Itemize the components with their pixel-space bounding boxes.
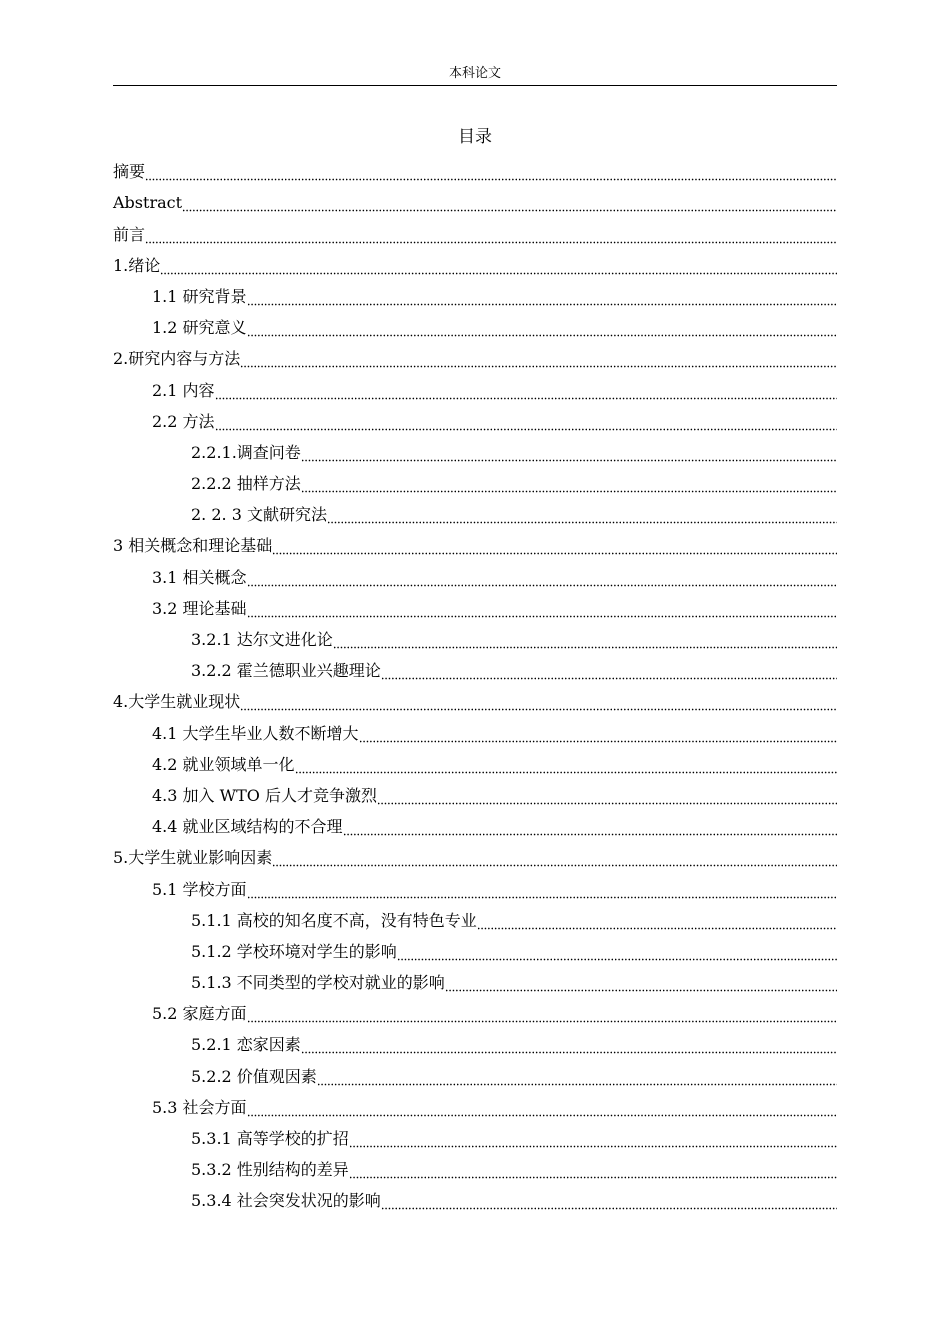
toc-entry[interactable]	[113, 1028, 837, 1059]
toc-entry[interactable]	[113, 748, 837, 779]
toc-entry-label: 5.2.2 价值观因素	[191, 1066, 317, 1086]
toc-entry[interactable]	[113, 1153, 837, 1184]
toc-entry[interactable]	[113, 280, 837, 311]
toc-entry[interactable]	[113, 373, 837, 404]
toc-dot-leader	[397, 941, 837, 963]
toc-entry[interactable]	[113, 560, 837, 591]
toc-dot-leader	[377, 785, 837, 807]
toc-entry-label: 4.2 就业领域单一化	[152, 754, 295, 774]
toc-entry-label: Abstract	[113, 193, 183, 213]
toc-dot-leader	[272, 535, 837, 557]
toc-entry-label: 3 相关概念和理论基础	[113, 536, 273, 556]
toc-entry-label: 4.大学生就业现状	[113, 692, 241, 712]
toc-dot-leader	[349, 1128, 837, 1150]
toc-entry[interactable]	[113, 872, 837, 903]
toc-entry-label: 2. 2. 3 文献研究法	[191, 505, 327, 525]
toc-entry[interactable]	[113, 1184, 837, 1215]
toc-entry[interactable]	[113, 249, 837, 280]
toc-dot-leader	[247, 567, 837, 589]
toc-entry-label: 3.2.1 达尔文进化论	[191, 630, 333, 649]
toc-title: 目录	[458, 127, 492, 147]
toc-dot-leader	[343, 816, 837, 838]
toc-entry-label: 5.2.1 恋家因素	[191, 1035, 301, 1055]
toc-dot-leader	[215, 380, 837, 402]
toc-entry-label: 5.1.2 学校环境对学生的影响	[191, 941, 397, 961]
toc-entry-label: 4.3 加入 WTO 后人才竞争激烈	[152, 785, 377, 805]
toc-entry-label: 1.绪论	[113, 255, 161, 275]
toc-entry[interactable]	[113, 311, 837, 342]
toc-entry[interactable]	[113, 529, 837, 560]
toc-dot-leader	[333, 629, 837, 651]
toc-entry[interactable]	[113, 342, 837, 373]
toc-dot-leader	[477, 910, 837, 932]
toc-dot-leader	[247, 879, 837, 901]
toc-entry-label: 5.1 学校方面	[152, 879, 247, 899]
toc-dot-leader	[295, 754, 837, 776]
toc-entry-label: 4.1 大学生毕业人数不断增大	[152, 723, 359, 743]
toc-dot-leader	[301, 473, 837, 495]
toc-entry-label: 3.1 相关概念	[152, 567, 247, 587]
toc-entry[interactable]	[113, 217, 837, 248]
toc-dot-leader	[359, 723, 837, 745]
toc-entry-label: 1.2 研究意义	[152, 318, 247, 338]
toc-entry[interactable]	[113, 841, 837, 872]
toc-dot-leader	[301, 1034, 837, 1056]
toc-entry[interactable]	[113, 498, 837, 529]
toc-entry[interactable]	[113, 1122, 837, 1153]
toc-entry[interactable]	[113, 592, 837, 623]
toc-entry[interactable]	[113, 654, 837, 685]
toc-entry-label: 3.2 理论基础	[152, 598, 247, 618]
toc-entry[interactable]	[113, 904, 837, 935]
toc-entry[interactable]	[113, 779, 837, 810]
toc-dot-leader	[247, 1097, 837, 1119]
toc-dot-leader	[240, 348, 837, 370]
toc-dot-leader	[272, 847, 837, 869]
toc-dot-leader	[445, 972, 837, 994]
toc-entry-label: 5.2 家庭方面	[152, 1004, 247, 1024]
toc-dot-leader	[145, 224, 837, 246]
table-of-contents	[113, 155, 837, 1215]
toc-dot-leader	[145, 161, 837, 183]
toc-dot-leader	[182, 192, 837, 214]
toc-entry[interactable]	[113, 436, 837, 467]
toc-entry-label: 5.3 社会方面	[152, 1097, 247, 1117]
toc-dot-leader	[215, 411, 837, 433]
toc-entry-label: 2.1 内容	[152, 380, 215, 400]
toc-dot-leader	[349, 1159, 837, 1181]
toc-entry-label: 5.3.4 社会突发状况的影响	[191, 1191, 381, 1211]
toc-dot-leader	[247, 286, 837, 308]
toc-entry-label: 摘要	[113, 162, 146, 182]
toc-entry[interactable]	[113, 810, 837, 841]
toc-dot-leader	[247, 1003, 837, 1025]
toc-entry[interactable]	[113, 405, 837, 436]
toc-dot-leader	[240, 691, 837, 713]
toc-entry[interactable]	[113, 186, 837, 217]
toc-entry-label: 5.3.2 性别结构的差异	[191, 1160, 349, 1180]
toc-entry-label: 2.2 方法	[152, 411, 215, 431]
toc-entry[interactable]	[113, 467, 837, 498]
toc-entry[interactable]	[113, 966, 837, 997]
toc-entry-label: 4.4 就业区域结构的不合理	[152, 817, 343, 837]
header-rule	[113, 85, 837, 86]
toc-entry-label: 5.大学生就业影响因素	[113, 848, 273, 868]
toc-entry[interactable]	[113, 1091, 837, 1122]
toc-entry-label: 5.1.3 不同类型的学校对就业的影响	[191, 973, 445, 993]
toc-entry-label: 1.1 研究背景	[152, 286, 247, 306]
toc-dot-leader	[301, 442, 837, 464]
toc-dot-leader	[247, 317, 837, 339]
toc-dot-leader	[381, 660, 837, 682]
toc-entry-label: 2.研究内容与方法	[113, 349, 241, 369]
toc-entry[interactable]	[113, 1059, 837, 1090]
toc-dot-leader	[317, 1066, 837, 1088]
toc-entry[interactable]	[113, 155, 837, 186]
toc-entry[interactable]	[113, 716, 837, 747]
toc-dot-leader	[247, 598, 837, 620]
toc-entry-label: 2.2.1.调查问卷	[191, 442, 301, 462]
page-header-text: 本科论文	[448, 66, 501, 81]
toc-entry[interactable]	[113, 685, 837, 716]
toc-dot-leader	[160, 255, 837, 277]
toc-entry-label: 2.2.2 抽样方法	[191, 474, 301, 494]
toc-entry[interactable]	[113, 623, 837, 654]
toc-dot-leader	[327, 504, 837, 526]
toc-entry-label: 前言	[113, 224, 146, 244]
toc-entry-label: 5.1.1 高校的知名度不高，没有特色专业	[191, 910, 477, 930]
toc-entry[interactable]	[113, 997, 837, 1028]
toc-dot-leader	[381, 1190, 837, 1212]
toc-entry-label: 3.2.2 霍兰德职业兴趣理论	[191, 661, 381, 681]
toc-entry-label: 5.3.1 高等学校的扩招	[191, 1129, 349, 1148]
toc-entry[interactable]	[113, 935, 837, 966]
